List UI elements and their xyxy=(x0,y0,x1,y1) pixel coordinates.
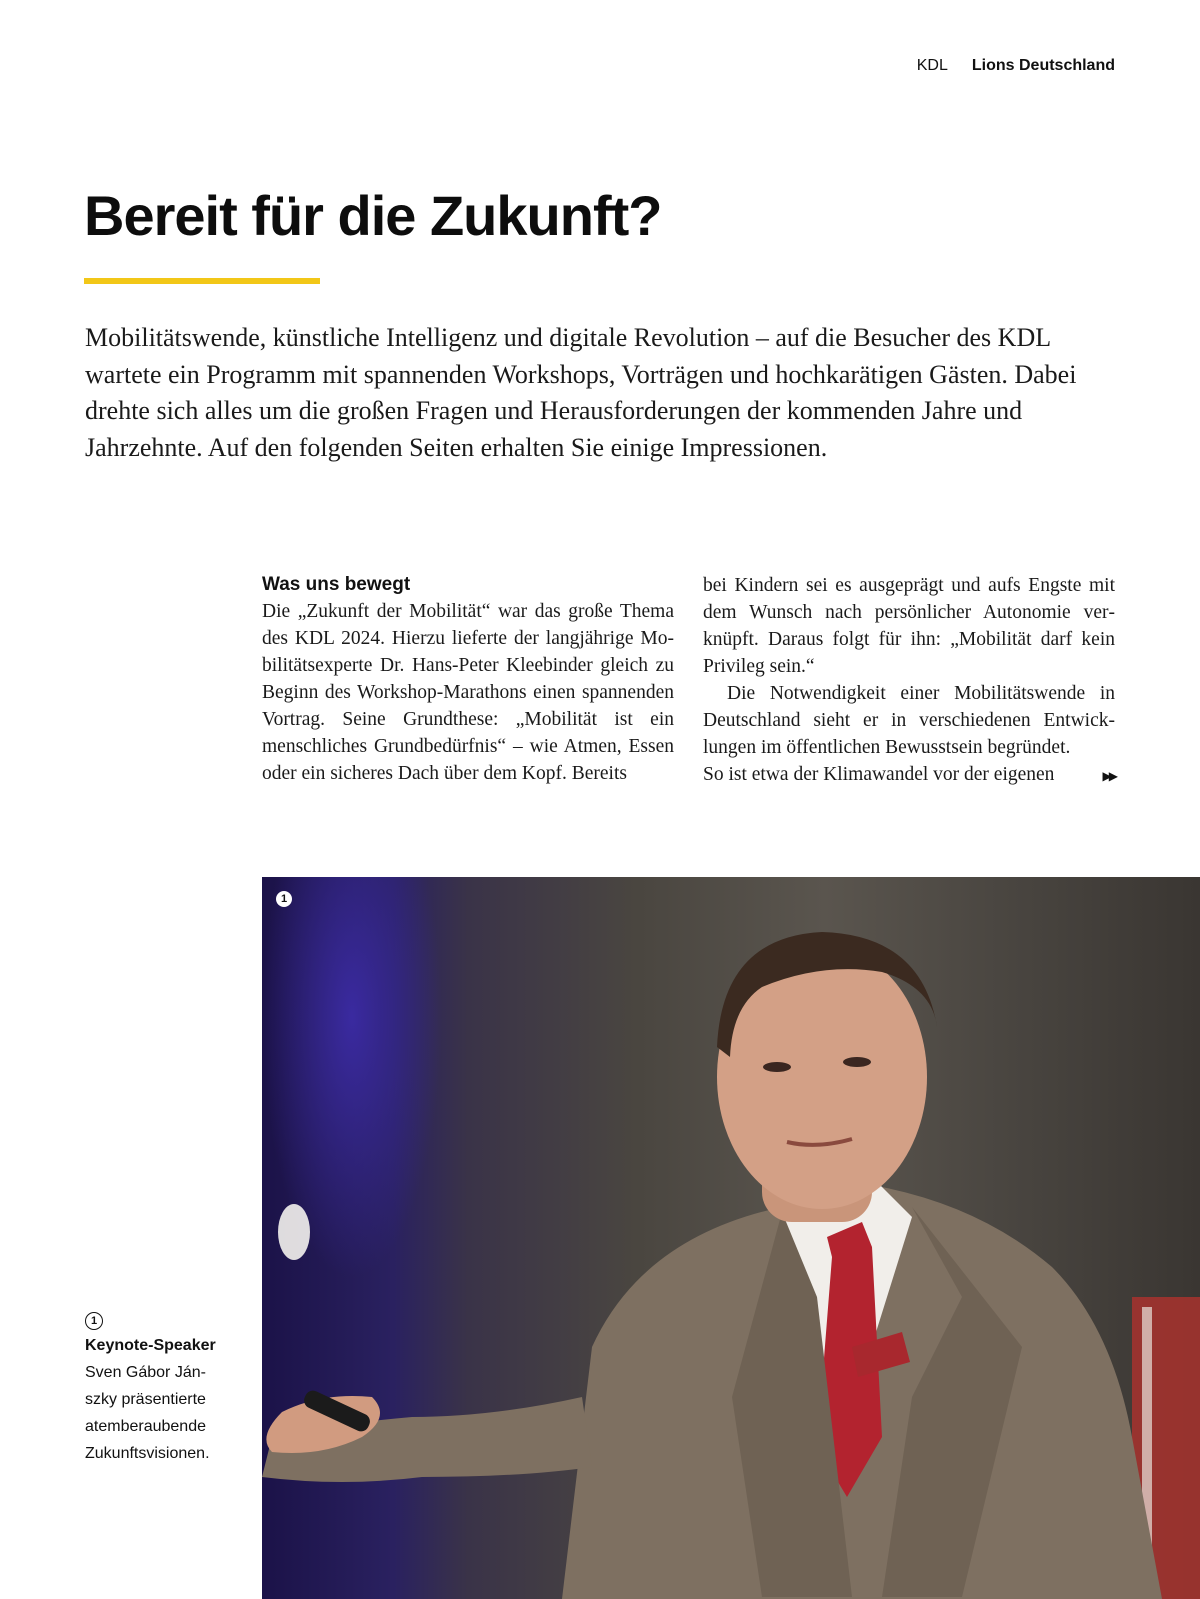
stage-light-icon xyxy=(278,1204,310,1260)
article-paragraph-3: Die Notwendigkeit einer Mobilitätswende in Deutschland sieht er in verschiedenen Entwicklungen im öffentlichen Bewusstsein begründet. xyxy=(703,683,1115,758)
article-column-right xyxy=(703,572,1115,790)
speaker-photo xyxy=(262,877,1200,1599)
continue-arrow-icon: ▶▶ xyxy=(1102,769,1115,783)
photo-caption xyxy=(85,1312,245,1467)
article-column-left xyxy=(262,572,674,787)
page-title: Bereit für die Zukunft? xyxy=(84,184,662,247)
article-heading: Was uns bewegt xyxy=(262,574,411,595)
article-paragraph-2: bei Kindern sei es ausgeprägt und aufs Engste mit dem Wunsch nach persönlicher Autonomie verknüpft. Daraus folgt für ihn: „Mobilität darf kein Privileg sein.“ xyxy=(703,575,1115,677)
article-last-line-text: So ist etwa der Klimawandel vor der eigenen xyxy=(703,764,1055,785)
title-accent-rule xyxy=(84,278,320,284)
photo-number-badge: 1 xyxy=(276,891,292,907)
section-label: KDL xyxy=(916,57,948,74)
brand-label: Lions Deutschland xyxy=(971,57,1115,74)
article-paragraph-1: Die „Zukunft der Mobilität“ war das große Thema des KDL 2024. Hierzu lieferte der langjährige Mobilitätsexperte Dr. Hans-Peter Kleebinder gleich zu Beginn des Workshop-Marathons einen spannenden Vortrag. Seine Grundthese: „Mobilität ist ein menschliches Grundbedürfnis“ – wie Atmen, Essen oder ein sicheres Dach über dem Kopf. Bereits xyxy=(262,601,674,784)
lead-paragraph: Mobilitätswende, künstliche Intelligenz und digitale Revolution – auf die Besucher des KDL wartete ein Programm mit spannenden Workshops, Vorträgen und hochkarätigen Gästen. Dabei drehte sich alles um die großen Fragen und Herausforderungen der kommenden Jahre und Jahrzehnte. Auf den folgenden Seiten erhalten Sie einige Impressionen. xyxy=(85,323,1077,462)
article-last-line xyxy=(703,761,1115,790)
caption-title: Keynote-Speaker xyxy=(85,1337,216,1354)
caption-line: szky präsentierte xyxy=(85,1391,206,1408)
caption-line: Zukunftsvisionen. xyxy=(85,1445,210,1462)
caption-line: Sven Gábor Ján- xyxy=(85,1364,206,1381)
caption-line: atemberaubende xyxy=(85,1418,206,1435)
caption-number-badge: 1 xyxy=(85,1312,103,1330)
page-header xyxy=(917,57,1115,75)
speaker-illustration xyxy=(262,877,1200,1599)
